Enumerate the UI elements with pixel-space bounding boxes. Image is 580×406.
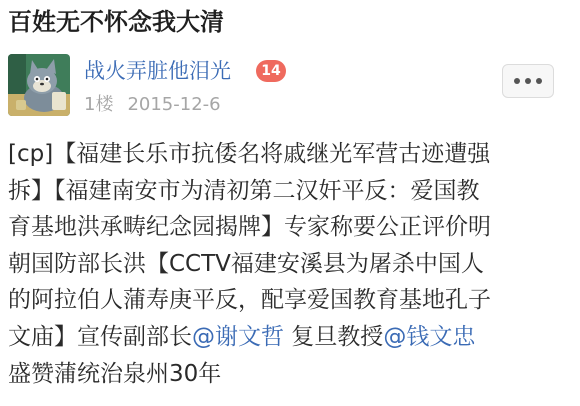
level-badge: 14 [256, 60, 286, 82]
more-dots-icon [536, 78, 542, 84]
post-line-with-mentions [8, 319, 572, 356]
post-line: 盛赞蒲统治泉州30年 [8, 360, 222, 387]
post-line: 拆】【福建南安市为清初第二汉奸平反：爱国教 [8, 177, 480, 204]
post-content [8, 136, 572, 392]
post-line: [cp]【福建长乐市抗倭名将戚继光军营古迹遭强 [8, 141, 491, 167]
more-options-button[interactable] [502, 64, 554, 98]
floor-number: 1楼 [84, 94, 114, 115]
username-link[interactable]: 战火弄脏他泪光 [84, 59, 231, 83]
post-line: 育基地洪承畴纪念园揭牌】专家称要公正评价明 [8, 214, 491, 241]
mention-link[interactable]: @钱文忠 [383, 323, 476, 350]
cartoon-cat-avatar-image [8, 54, 70, 116]
post-meta [84, 92, 221, 118]
post-line: 朝国防部长洪【CCTV福建安溪县为屠杀中国人 [8, 250, 484, 277]
more-dots-icon [525, 78, 531, 84]
post-text: 文庙】宣传副部长 [8, 323, 192, 350]
more-dots-icon [514, 78, 520, 84]
post-date: 2015-12-6 [127, 94, 221, 115]
post-line: 的阿拉伯人蒲寿庚平反，配享爱国教育基地孔子 [8, 287, 491, 314]
mention-link[interactable]: @谢文哲 [192, 323, 284, 350]
user-avatar[interactable] [8, 54, 70, 116]
thread-title: 百姓无不怀念我大清 [8, 8, 224, 36]
post-text: 复旦教授 [284, 323, 384, 350]
